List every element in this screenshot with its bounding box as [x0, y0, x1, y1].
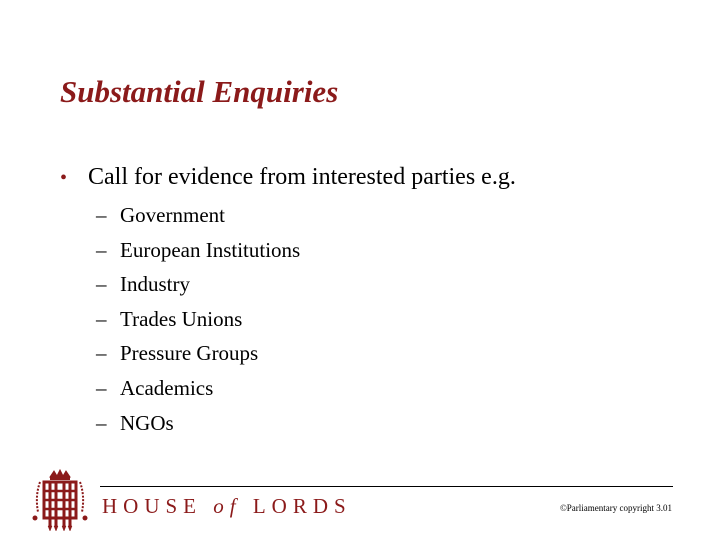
sub-item-text: Trades Unions	[120, 306, 243, 331]
sub-item-text: Industry	[120, 272, 190, 297]
portcullis-icon	[30, 468, 90, 532]
sub-item-text: European Institutions	[120, 237, 301, 262]
dash-icon: –	[96, 375, 107, 400]
dash-icon: –	[96, 341, 107, 366]
dash-icon: –	[96, 203, 107, 227]
dash-icon: –	[96, 237, 107, 262]
sub-item	[96, 338, 300, 373]
dash-icon: –	[96, 410, 107, 435]
sub-item-list	[96, 200, 300, 442]
sub-item-text: Pressure Groups	[120, 341, 259, 366]
slide-title: Substantial Enquiries	[60, 74, 339, 109]
wordmark-lords: LORDS	[252, 494, 352, 518]
main-bullet-text: Call for evidence from interested parties e.g.	[88, 164, 516, 190]
copyright-notice: ©Parliamentary copyright 3.01	[559, 503, 672, 513]
sub-item	[96, 373, 300, 408]
sub-item-text: Government	[120, 203, 225, 227]
sub-item-text: Academics	[120, 375, 214, 400]
sub-item	[96, 235, 300, 270]
sub-item	[96, 304, 300, 339]
wordmark-house: HOUSE	[102, 494, 203, 518]
sub-item	[96, 269, 300, 304]
house-of-lords-wordmark	[102, 494, 352, 519]
wordmark-of: of	[213, 494, 242, 518]
sub-item-text: NGOs	[120, 410, 174, 435]
sub-item	[96, 200, 300, 235]
dash-icon: –	[96, 272, 107, 297]
footer-divider	[100, 486, 673, 487]
bullet-dot-icon: •	[60, 167, 68, 189]
main-bullet	[60, 164, 516, 191]
sub-item	[96, 408, 300, 443]
dash-icon: –	[96, 306, 107, 331]
